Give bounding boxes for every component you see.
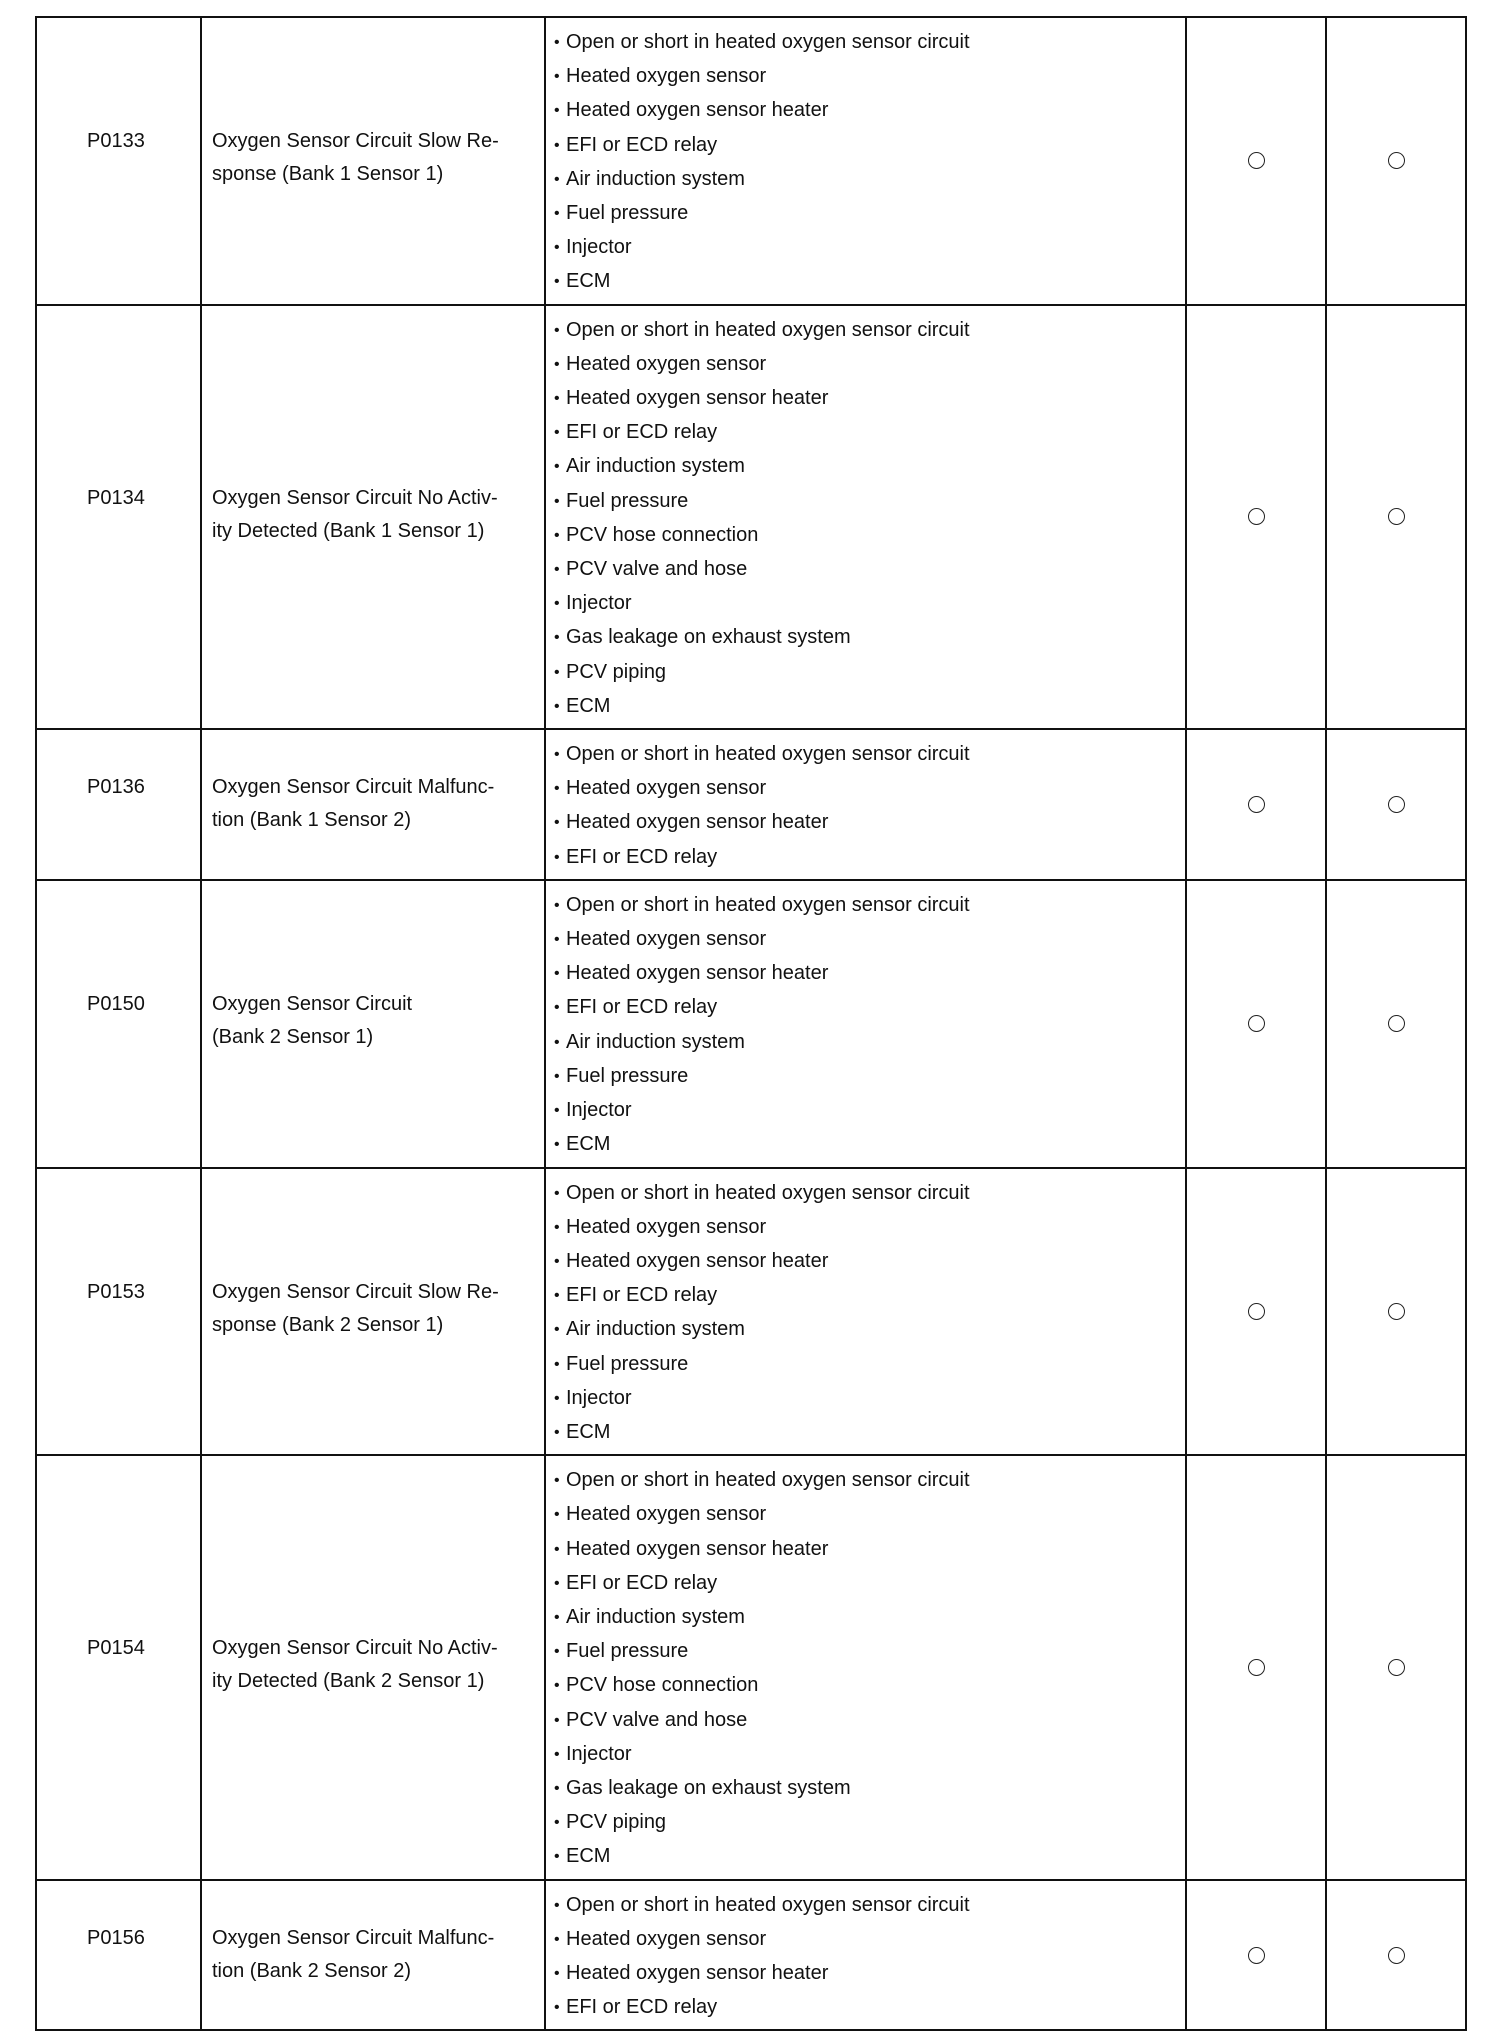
bullet-icon: • bbox=[554, 273, 560, 291]
circle-mark-icon bbox=[1248, 1947, 1265, 1964]
bullet-icon: • bbox=[554, 1896, 560, 1914]
circle-mark-icon bbox=[1388, 508, 1405, 525]
detection-item-line: (Bank 2 Sensor 1) bbox=[212, 1026, 374, 1049]
list-item: • Injector bbox=[554, 231, 1175, 265]
list-item: • PCV valve and hose bbox=[554, 553, 1175, 587]
bullet-icon: • bbox=[554, 1252, 560, 1270]
list-item: • Heated oxygen sensor heater bbox=[554, 1957, 1175, 1991]
dtc-code-cell bbox=[36, 305, 201, 729]
list-item: • Heated oxygen sensor bbox=[554, 348, 1175, 382]
list-item: • PCV piping bbox=[554, 656, 1175, 690]
list-item: • Injector bbox=[554, 1738, 1175, 1772]
list-item: • Gas leakage on exhaust system bbox=[554, 1772, 1175, 1806]
detection-item-line: sponse (Bank 2 Sensor 1) bbox=[212, 1313, 444, 1336]
dtc-code: P0134 bbox=[87, 486, 145, 509]
bullet-icon: • bbox=[554, 1218, 560, 1236]
detection-item-cell bbox=[201, 729, 545, 880]
bullet-icon: • bbox=[554, 561, 560, 579]
detection-item-cell bbox=[201, 1880, 545, 2031]
dtc-code: P0154 bbox=[87, 1637, 145, 1660]
list-item: • Gas leakage on exhaust system bbox=[554, 621, 1175, 655]
bullet-icon: • bbox=[554, 458, 560, 476]
bullet-icon: • bbox=[554, 697, 560, 715]
mark-cell-1 bbox=[1186, 17, 1326, 305]
dtc-code-cell bbox=[36, 729, 201, 880]
list-item: • Heated oxygen sensor bbox=[554, 772, 1175, 806]
trouble-area-cell bbox=[545, 1880, 1186, 2031]
bullet-icon: • bbox=[554, 1930, 560, 1948]
detection-item-cell bbox=[201, 880, 545, 1168]
bullet-icon: • bbox=[554, 1779, 560, 1797]
list-item: • EFI or ECD relay bbox=[554, 129, 1175, 163]
detection-item-line: Oxygen Sensor Circuit Malfunc- bbox=[212, 776, 495, 799]
mark-cell-2 bbox=[1326, 305, 1466, 729]
list-item: • EFI or ECD relay bbox=[554, 1991, 1175, 2025]
list-item: • Air induction system bbox=[554, 163, 1175, 197]
bullet-icon: • bbox=[554, 1321, 560, 1339]
mark-cell-1 bbox=[1186, 1168, 1326, 1456]
mark-cell-2 bbox=[1326, 880, 1466, 1168]
mark-cell-2 bbox=[1326, 1168, 1466, 1456]
circle-mark-icon bbox=[1248, 1015, 1265, 1032]
bullet-icon: • bbox=[554, 629, 560, 647]
list-item: • Heated oxygen sensor bbox=[554, 1498, 1175, 1532]
circle-mark-icon bbox=[1248, 1303, 1265, 1320]
detection-item-cell bbox=[201, 17, 545, 305]
list-item: • Injector bbox=[554, 1094, 1175, 1128]
list-item: • ECM bbox=[554, 1840, 1175, 1874]
detection-item-line: Oxygen Sensor Circuit No Activ- bbox=[212, 1637, 498, 1660]
bullet-icon: • bbox=[554, 1999, 560, 2017]
trouble-area-list bbox=[554, 1889, 1175, 2026]
bullet-icon: • bbox=[554, 1136, 560, 1154]
list-item: • Heated oxygen sensor heater bbox=[554, 957, 1175, 991]
mark-cell-2 bbox=[1326, 729, 1466, 880]
dtc-code-cell bbox=[36, 1168, 201, 1456]
bullet-icon: • bbox=[554, 746, 560, 764]
bullet-icon: • bbox=[554, 1643, 560, 1661]
mark-cell-2 bbox=[1326, 17, 1466, 305]
dtc-code: P0136 bbox=[87, 776, 145, 799]
mark-cell-1 bbox=[1186, 1880, 1326, 2031]
list-item: • Injector bbox=[554, 587, 1175, 621]
list-item: • Air induction system bbox=[554, 1313, 1175, 1347]
detection-item-line: Oxygen Sensor Circuit No Activ- bbox=[212, 486, 498, 509]
list-item: • ECM bbox=[554, 265, 1175, 299]
trouble-area-cell bbox=[545, 1168, 1186, 1456]
bullet-icon: • bbox=[554, 1964, 560, 1982]
detection-item-line: Oxygen Sensor Circuit bbox=[212, 992, 413, 1015]
list-item: • Open or short in heated oxygen sensor circuit bbox=[554, 314, 1175, 348]
list-item: • Air induction system bbox=[554, 450, 1175, 484]
bullet-icon: • bbox=[554, 526, 560, 544]
circle-mark-icon bbox=[1248, 508, 1265, 525]
bullet-icon: • bbox=[554, 424, 560, 442]
bullet-icon: • bbox=[554, 1848, 560, 1866]
bullet-icon: • bbox=[554, 239, 560, 257]
detection-item-line: ity Detected (Bank 1 Sensor 1) bbox=[212, 519, 485, 542]
circle-mark-icon bbox=[1248, 1659, 1265, 1676]
trouble-area-cell bbox=[545, 17, 1186, 305]
list-item: • Heated oxygen sensor bbox=[554, 1923, 1175, 1957]
bullet-icon: • bbox=[554, 102, 560, 120]
trouble-area-list bbox=[554, 1464, 1175, 1874]
circle-mark-icon bbox=[1248, 152, 1265, 169]
list-item: • Heated oxygen sensor bbox=[554, 1211, 1175, 1245]
circle-mark-icon bbox=[1388, 1303, 1405, 1320]
detection-item-line: tion (Bank 2 Sensor 2) bbox=[212, 1959, 411, 1982]
bullet-icon: • bbox=[554, 814, 560, 832]
detection-item-line: Oxygen Sensor Circuit Malfunc- bbox=[212, 1926, 495, 1949]
bullet-icon: • bbox=[554, 1389, 560, 1407]
bullet-icon: • bbox=[554, 663, 560, 681]
list-item: • Heated oxygen sensor heater bbox=[554, 1245, 1175, 1279]
list-item: • Heated oxygen sensor heater bbox=[554, 382, 1175, 416]
detection-item-line: sponse (Bank 1 Sensor 1) bbox=[212, 163, 444, 186]
bullet-icon: • bbox=[554, 1355, 560, 1373]
dtc-code: P0156 bbox=[87, 1926, 145, 1949]
trouble-area-list bbox=[554, 889, 1175, 1163]
bullet-icon: • bbox=[554, 205, 560, 223]
bullet-icon: • bbox=[554, 390, 560, 408]
bullet-icon: • bbox=[554, 965, 560, 983]
bullet-icon: • bbox=[554, 1677, 560, 1695]
list-item: • ECM bbox=[554, 1416, 1175, 1450]
table-row bbox=[36, 729, 1466, 880]
detection-item-cell bbox=[201, 1455, 545, 1879]
list-item: • EFI or ECD relay bbox=[554, 1567, 1175, 1601]
list-item: • Open or short in heated oxygen sensor circuit bbox=[554, 1464, 1175, 1498]
dtc-code: P0153 bbox=[87, 1280, 145, 1303]
bullet-icon: • bbox=[554, 68, 560, 86]
list-item: • EFI or ECD relay bbox=[554, 991, 1175, 1025]
bullet-icon: • bbox=[554, 848, 560, 866]
list-item: • Open or short in heated oxygen sensor circuit bbox=[554, 738, 1175, 772]
list-item: • ECM bbox=[554, 1128, 1175, 1162]
mark-cell-1 bbox=[1186, 729, 1326, 880]
list-item: • EFI or ECD relay bbox=[554, 841, 1175, 875]
list-item: • Fuel pressure bbox=[554, 1060, 1175, 1094]
list-item: • Open or short in heated oxygen sensor circuit bbox=[554, 26, 1175, 60]
list-item: • ECM bbox=[554, 690, 1175, 724]
list-item: • Air induction system bbox=[554, 1026, 1175, 1060]
dtc-code: P0150 bbox=[87, 992, 145, 1015]
bullet-icon: • bbox=[554, 1102, 560, 1120]
table-row bbox=[36, 1880, 1466, 2031]
bullet-icon: • bbox=[554, 34, 560, 51]
list-item: • Open or short in heated oxygen sensor circuit bbox=[554, 1889, 1175, 1923]
bullet-icon: • bbox=[554, 1472, 560, 1490]
bullet-icon: • bbox=[554, 1033, 560, 1051]
trouble-area-cell bbox=[545, 305, 1186, 729]
table-row bbox=[36, 880, 1466, 1168]
dtc-code-cell bbox=[36, 1880, 201, 2031]
mark-cell-2 bbox=[1326, 1880, 1466, 2031]
detection-item-line: Oxygen Sensor Circuit Slow Re- bbox=[212, 130, 499, 152]
list-item: • Air induction system bbox=[554, 1601, 1175, 1635]
circle-mark-icon bbox=[1388, 1015, 1405, 1032]
dtc-code-cell bbox=[36, 1455, 201, 1879]
trouble-area-list bbox=[554, 738, 1175, 875]
circle-mark-icon bbox=[1388, 1947, 1405, 1964]
list-item: • Heated oxygen sensor heater bbox=[554, 94, 1175, 128]
trouble-area-list bbox=[554, 314, 1175, 724]
list-item: • Heated oxygen sensor heater bbox=[554, 806, 1175, 840]
mark-cell-1 bbox=[1186, 880, 1326, 1168]
bullet-icon: • bbox=[554, 1423, 560, 1441]
detection-item-line: Oxygen Sensor Circuit Slow Re- bbox=[212, 1280, 499, 1303]
detection-item-cell bbox=[201, 1168, 545, 1456]
bullet-icon: • bbox=[554, 1608, 560, 1626]
list-item: • EFI or ECD relay bbox=[554, 416, 1175, 450]
bullet-icon: • bbox=[554, 136, 560, 154]
list-item: • Fuel pressure bbox=[554, 1348, 1175, 1382]
list-item: • Heated oxygen sensor bbox=[554, 60, 1175, 94]
dtc-code: P0133 bbox=[87, 130, 145, 152]
bullet-icon: • bbox=[554, 896, 560, 914]
table-row bbox=[36, 1168, 1466, 1456]
table-row bbox=[36, 305, 1466, 729]
dtc-code-cell bbox=[36, 17, 201, 305]
list-item: • Open or short in heated oxygen sensor circuit bbox=[554, 1177, 1175, 1211]
bullet-icon: • bbox=[554, 1745, 560, 1763]
bullet-icon: • bbox=[554, 1540, 560, 1558]
trouble-area-cell bbox=[545, 729, 1186, 880]
bullet-icon: • bbox=[554, 170, 560, 188]
detection-item-cell bbox=[201, 305, 545, 729]
list-item: • EFI or ECD relay bbox=[554, 1279, 1175, 1313]
bullet-icon: • bbox=[554, 355, 560, 373]
table-row bbox=[36, 1455, 1466, 1879]
detection-item-line: ity Detected (Bank 2 Sensor 1) bbox=[212, 1670, 485, 1693]
bullet-icon: • bbox=[554, 999, 560, 1017]
list-item: • Injector bbox=[554, 1382, 1175, 1416]
bullet-icon: • bbox=[554, 595, 560, 613]
mark-cell-1 bbox=[1186, 305, 1326, 729]
list-item: • Fuel pressure bbox=[554, 1635, 1175, 1669]
mark-cell-1 bbox=[1186, 1455, 1326, 1879]
list-item: • PCV valve and hose bbox=[554, 1704, 1175, 1738]
bullet-icon: • bbox=[554, 931, 560, 949]
detection-item-line: tion (Bank 1 Sensor 2) bbox=[212, 809, 411, 832]
trouble-area-cell bbox=[545, 1455, 1186, 1879]
bullet-icon: • bbox=[554, 1287, 560, 1305]
circle-mark-icon bbox=[1248, 796, 1265, 813]
mark-cell-2 bbox=[1326, 1455, 1466, 1879]
list-item: • Heated oxygen sensor bbox=[554, 923, 1175, 957]
list-item: • Heated oxygen sensor heater bbox=[554, 1533, 1175, 1567]
trouble-area-list bbox=[554, 1177, 1175, 1451]
circle-mark-icon bbox=[1388, 796, 1405, 813]
trouble-area-cell bbox=[545, 880, 1186, 1168]
circle-mark-icon bbox=[1388, 1659, 1405, 1676]
bullet-icon: • bbox=[554, 1184, 560, 1202]
bullet-icon: • bbox=[554, 1506, 560, 1524]
dtc-table bbox=[35, 16, 1467, 2031]
bullet-icon: • bbox=[554, 1814, 560, 1832]
bullet-icon: • bbox=[554, 492, 560, 510]
list-item: • Fuel pressure bbox=[554, 197, 1175, 231]
list-item: • PCV hose connection bbox=[554, 519, 1175, 553]
bullet-icon: • bbox=[554, 780, 560, 798]
list-item: • PCV piping bbox=[554, 1806, 1175, 1840]
list-item: • PCV hose connection bbox=[554, 1669, 1175, 1703]
list-item: • Fuel pressure bbox=[554, 485, 1175, 519]
dtc-table-body bbox=[36, 17, 1466, 2030]
dtc-code-cell bbox=[36, 880, 201, 1168]
table-row bbox=[36, 17, 1466, 305]
bullet-icon: • bbox=[554, 1574, 560, 1592]
bullet-icon: • bbox=[554, 1067, 560, 1085]
trouble-area-list bbox=[554, 26, 1175, 300]
bullet-icon: • bbox=[554, 1711, 560, 1729]
list-item: • Open or short in heated oxygen sensor circuit bbox=[554, 889, 1175, 923]
bullet-icon: • bbox=[554, 321, 560, 339]
circle-mark-icon bbox=[1388, 152, 1405, 169]
